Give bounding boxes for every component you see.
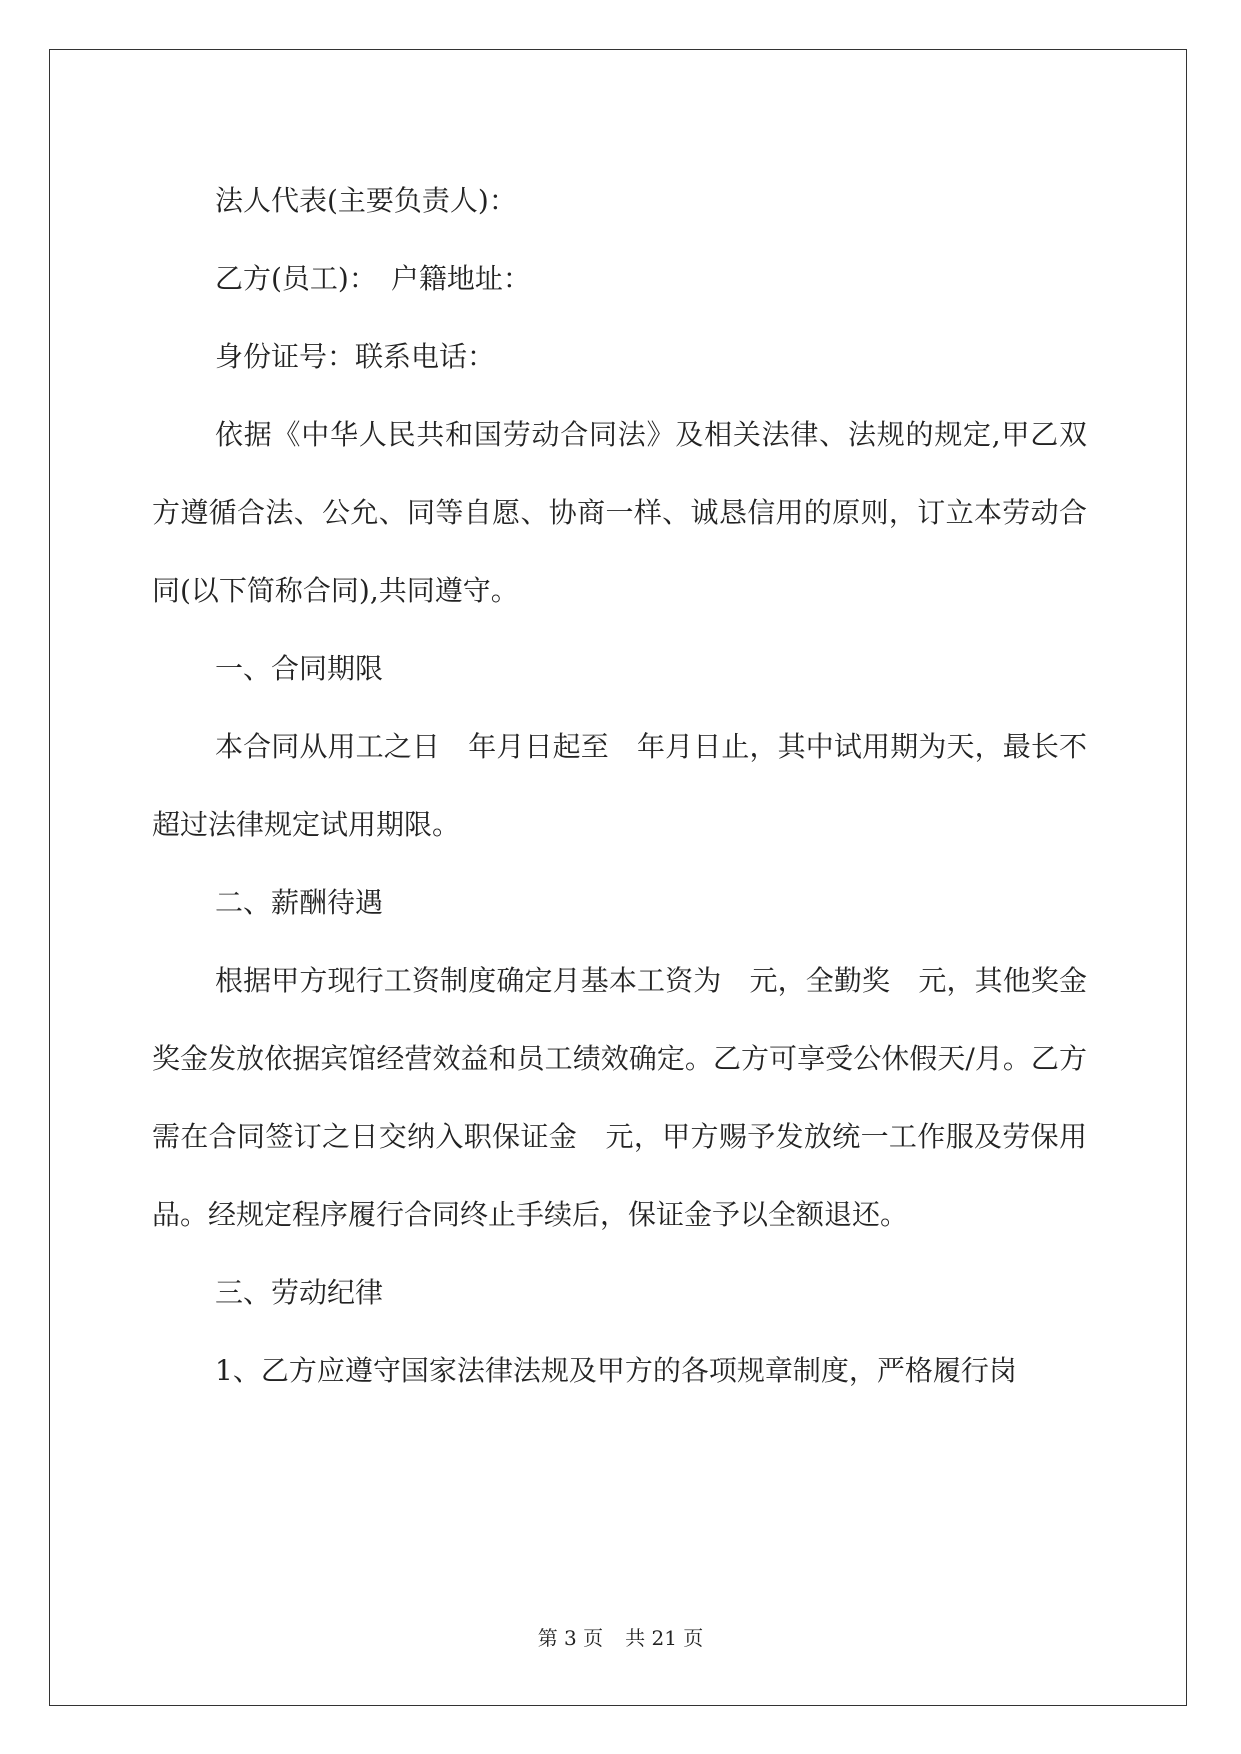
paragraph-preamble: 依据《中华人民共和国劳动合同法》及相关法律、法规的规定,甲乙双方遵循合法、公允、同等自愿、协商一样、诚恳信用的原则，订立本劳动合同(以下简称合同),共同遵守。: [152, 418, 1087, 607]
section-heading-contract-term: 一、合同期限: [215, 652, 384, 685]
paragraph-party-b: 乙方(员工)： 户籍地址：: [215, 262, 531, 295]
section-heading-labor-discipline: 三、劳动纪律: [215, 1276, 384, 1309]
paragraph-discipline-item-1: 1、乙方应遵守国家法律法规及甲方的各项规章制度，严格履行岗: [215, 1354, 1017, 1387]
paragraph-contract-term: 本合同从用工之日 年月日起至 年月日止，其中试用期为天，最长不超过法律规定试用期限。: [152, 730, 1087, 841]
page-number: 第 3 页: [537, 1626, 604, 1650]
paragraph-compensation: 根据甲方现行工资制度确定月基本工资为 元，全勤奖 元，其他奖金奖金发放依据宾馆经营效益和员工绩效确定。乙方可享受公休假天/月。乙方需在合同签订之日交纳入职保证金 元，甲方赐予发放统一工作服及劳保用品。经规定程序履行合同终止手续后，保证金予以全额退还。: [152, 964, 1087, 1231]
document-body: [152, 162, 1087, 1410]
section-heading-compensation: 二、薪酬待遇: [215, 886, 384, 919]
paragraph-legal-representative: 法人代表(主要负责人)：: [215, 184, 517, 217]
paragraph-id-phone: 身份证号：联系电话：: [215, 340, 496, 373]
page-footer: [0, 1626, 1241, 1650]
page-total: 共 21 页: [625, 1626, 704, 1650]
